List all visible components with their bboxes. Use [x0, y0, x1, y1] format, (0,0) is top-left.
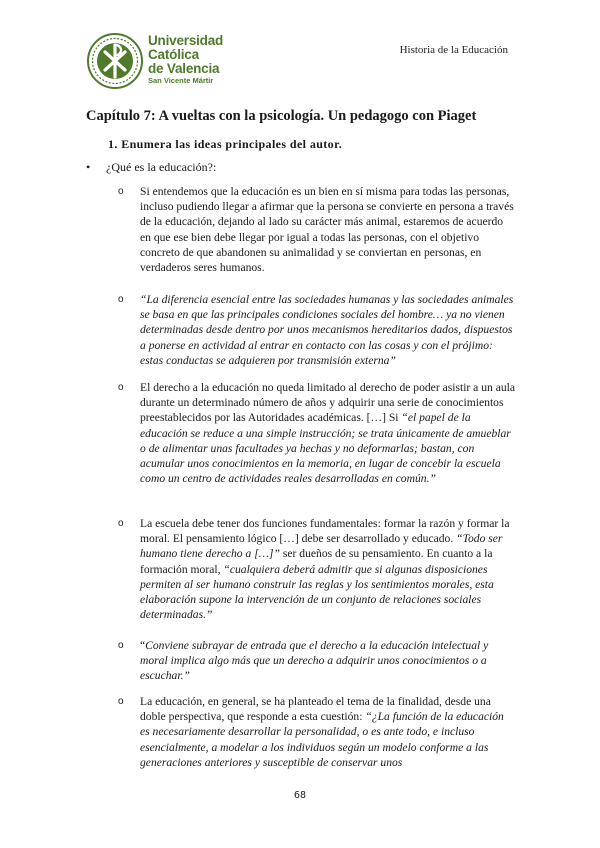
item-quote: Conviene subrayar de entrada que el derecho a la educación intelectual y moral implica algo más que un derecho a adquirir unos conocimientos o a escuchar.” — [140, 639, 489, 683]
chapter-title: Capítulo 7: A vueltas con la psicología. Un pedagogo con Piaget — [86, 108, 477, 124]
item-marker: o — [118, 518, 124, 529]
item-text: ser dueños de su pensamiento. En cuanto a la formación moral, — [140, 547, 493, 576]
item-quote: “cualquiera deberá admitir que si algunas disposiciones permiten al ser humano construir las reglas y los sentimientos morales, esta elaboración supone la intervención de un conjunto de relaciones sociales determinadas.” — [140, 562, 494, 622]
page-number: 68 — [293, 790, 307, 801]
item-text: La escuela debe tener dos funciones fundamentales: formar la razón y formar la moral. El pensamiento lógico […] debe ser desarrollado y educado. — [140, 517, 510, 546]
bullet-dot-icon: • — [86, 160, 91, 174]
list-item — [120, 292, 516, 368]
item-text: La educación, en general, se ha planteado el tema de la finalidad, desde una doble perspectiva, que responde a esta cuestión: — [140, 695, 491, 724]
list-item — [120, 184, 516, 275]
item-text: “ — [140, 639, 146, 652]
university-logo — [86, 30, 286, 94]
question-heading: 1. Enumera las ideas principales del autor. — [108, 137, 343, 151]
item-marker: o — [118, 640, 124, 651]
item-marker: o — [118, 186, 124, 197]
document-page: Universidad Católica de Valencia San Vicente Mártir Historia de la Educación Capítulo 7: A vueltas con la psicología. Un pedagogo con Piaget 1. Enumera las ideas principales del autor. • ¿Qué es la educación?: o Si entendemos que la educación es un bien en sí misma para todas las personas, incluso pudiendo llegar a afirmar que la persona se convierte en persona a través de la educación, dejando al lado su carácter más animal, estaremos de acuerdo en que ese bien debe llegar por igual a todas las personas, con el objetivo concreto de que abandonen su animalidad y se conviertan en personas, en verdaderos seres humanos. o “La diferencia esencial entre las sociedades humanas y las sociedades animales se basa en que las principales condiciones sociales del hombre… ya no vienen determinadas desde dentro por unos mecanismos hereditarios dados, dispuestos a ponerse en actividad al entrar en contacto con las cosas y con el prójimo: estas conductas se adquieren por transmisión externa” o El derecho a la educación no queda limitado al derecho de poder asistir a un aula durante un determinado número de años y adquirir una serie de conocimientos preestablecidos por las Autoridades académicas. […] Si “el papel de la educación se reduce a una simple instrucción; se trata únicamente de amueblar o de alimentar unas facultades ya hechas y no deformarlas; bastan, con acumular unos conocimientos en la memoria, en lugar de concebir la escuela como un centro de actividades reales desarrolladas en común.” o La escuela debe tener dos funciones fundamentales: formar la razón y formar la moral. El pensamiento lógico […] debe ser desarrollado y educado. “Todo ser humano tiene derecho a […]” ser dueños de su pensamiento. En cuanto a la formación moral, “cualquiera deberá admitir que si algunas disposiciones permiten al ser humano construir las reglas y los sentimientos morales, esta elaboración supone la intervención de un conjunto de relaciones sociales determinadas.” o “Conviene subrayar de entrada que el derecho a la educación intelectual y moral implica algo más que un derecho a adquirir unos conocimientos o a escuchar.” o La educación, en general, se ha planteado el tema de la finalidad, desde una doble perspectiva, que responde a esta cuestión: “¿La función de la educación es necesariamente desarrollar la personalidad, o es ante todo, e incluso esencialmente, a modelar a los individuos según un modelo conforme a las generaciones anteriores y susceptible de conservar unos 68 — [0, 0, 600, 848]
list-item — [120, 638, 516, 684]
course-header: Historia de la Educación — [399, 44, 508, 56]
logo-wordmark: Universidad Católica de Valencia San Vicente Mártir — [148, 33, 224, 85]
list-item — [120, 694, 516, 770]
item-quote: “Todo ser humano tiene derecho a […]” — [140, 532, 503, 561]
item-marker: o — [118, 294, 124, 305]
item-marker: o — [118, 696, 124, 707]
item-quote: “La diferencia esencial entre las sociedades humanas y las sociedades animales se basa en que las principales condiciones sociales del hombre… ya no vienen determinadas desde dentro por unos mecanismos hereditarios dados, dispuestos a ponerse en actividad al entrar en contacto con las cosas y con el prójimo: estas conductas se adquieren por transmisión externa” — [140, 293, 514, 367]
item-text: Si entendemos que la educación es un bien en sí misma para todas las personas, incluso pudiendo llegar a afirmar que la persona se convierte en persona a través de la educación, dejando al lado su carácter más animal, estaremos de acuerdo en que ese bien debe llegar por igual a todas las personas, con el objetivo concreto de que abandonen su animalidad y se conviertan en personas, en verdaderos seres humanos. — [140, 185, 514, 275]
item-text: El derecho a la educación no queda limitado al derecho de poder asistir a un aula durante un determinado número de años y adquirir una serie de conocimientos preestablecidos por las Autoridades académicas. […] Si — [140, 381, 516, 425]
item-quote: “¿La función de la educación es necesariamente desarrollar la personalidad, o es ante todo, e incluso esencialmente, a modelar a los individuos según un modelo conforme a las generaciones anteriores y susceptible de conservar unos — [140, 710, 504, 769]
item-quote: “el papel de la educación se reduce a una simple instrucción; se trata únicamente de amueblar o de alimentar unas facultades ya hechas y no deformarlas; bastan, con acumular unos conocimientos en la memoria, en lugar de concebir la escuela como un centro de actividades reales desarrolladas en común.” — [140, 411, 511, 486]
item-marker: o — [118, 382, 124, 393]
university-seal-icon — [86, 32, 144, 90]
list-item — [120, 516, 516, 622]
list-item — [120, 380, 516, 486]
